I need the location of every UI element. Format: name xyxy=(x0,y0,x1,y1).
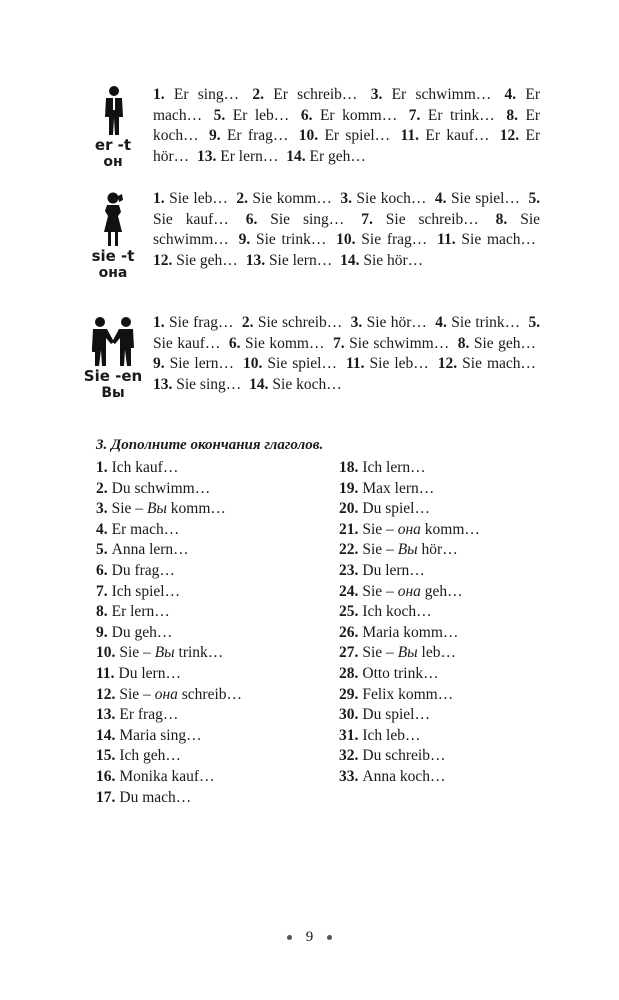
exercise-item xyxy=(435,190,520,207)
exercise-item xyxy=(346,355,429,372)
item-text: Du lern… xyxy=(118,664,181,682)
exercise-3-item xyxy=(96,788,242,809)
item-number: 7. xyxy=(96,582,108,600)
item-number: 6. xyxy=(96,561,108,579)
exercise-3-item xyxy=(339,520,480,541)
item-number: 10. xyxy=(336,231,356,249)
exercise-item xyxy=(229,335,325,352)
item-number: 9. xyxy=(96,623,108,641)
exercise-3-item xyxy=(339,458,480,479)
item-number: 11. xyxy=(96,664,115,682)
exercise-item xyxy=(299,127,390,144)
item-text: Er sing… xyxy=(173,86,240,103)
item-number: 21. xyxy=(339,520,359,538)
pronoun-panel-er xyxy=(80,85,146,170)
exercise-item xyxy=(153,190,228,207)
exercise-item xyxy=(236,190,332,207)
exercise-item xyxy=(197,148,278,165)
item-text: Sie koch… xyxy=(272,375,342,393)
item-text-end: komm… xyxy=(166,500,226,518)
item-text: Sie trink… xyxy=(451,314,521,331)
exercise-item xyxy=(153,376,241,393)
item-number: 14. xyxy=(340,251,360,269)
item-number: 13. xyxy=(96,706,116,724)
item-number: 2. xyxy=(236,190,248,207)
item-text: Sie leb… xyxy=(369,355,429,373)
item-number: 5. xyxy=(213,106,226,124)
item-number: 8. xyxy=(96,603,108,621)
item-text: Er frag… xyxy=(226,127,289,145)
item-text: Sie kauf… xyxy=(153,210,229,228)
exercise-3-item xyxy=(96,499,242,520)
item-number: 9. xyxy=(238,231,251,249)
exercise-3-item xyxy=(339,664,480,685)
exercise-item xyxy=(153,252,238,269)
item-number: 26. xyxy=(339,623,359,641)
exercise-item xyxy=(153,86,239,103)
item-number: 1. xyxy=(96,459,108,476)
item-number: 5. xyxy=(528,190,541,207)
item-text: Er schreib… xyxy=(273,86,358,103)
bullet-dot-left xyxy=(287,935,292,940)
item-number: 20. xyxy=(339,500,359,518)
item-number: 16. xyxy=(96,767,116,785)
item-text: Er lern… xyxy=(220,147,279,165)
exercise-item xyxy=(340,252,423,269)
item-text: Anna lern… xyxy=(111,541,189,559)
exercise-3-item xyxy=(339,602,480,623)
item-number: 11. xyxy=(345,355,365,373)
item-number: 1. xyxy=(153,314,165,331)
exercise-item xyxy=(438,355,536,372)
item-number: 28. xyxy=(339,664,359,682)
item-text: Du spiel… xyxy=(362,500,430,518)
item-text: Du mach… xyxy=(119,788,192,806)
exercise-item xyxy=(333,335,449,352)
pronoun-label: er -t xyxy=(94,136,132,154)
exercise-item xyxy=(340,190,426,207)
item-text: Sie kauf… xyxy=(153,334,221,352)
exercise-3-item xyxy=(339,746,480,767)
exercise-3-left-column xyxy=(96,458,242,808)
item-text: Otto trink… xyxy=(362,664,439,682)
item-text-end: trink… xyxy=(174,644,224,662)
item-text: Ich lern… xyxy=(362,459,426,476)
exercise-item xyxy=(209,127,288,144)
item-text: Du schreib… xyxy=(362,747,446,765)
exercise-3-item xyxy=(96,685,242,706)
item-text: Er spiel… xyxy=(324,127,391,145)
exercise-3-item xyxy=(96,664,242,685)
item-text: Ich kauf… xyxy=(111,459,179,476)
exercise-3-item xyxy=(96,746,242,767)
pronoun-translation: она xyxy=(98,265,128,281)
exercise-item xyxy=(286,148,366,165)
item-text-end: komm… xyxy=(420,520,480,538)
item-text: Sie schwimm… xyxy=(153,210,541,249)
item-number: 10. xyxy=(298,127,319,145)
item-text: Er schwimm… xyxy=(391,86,492,103)
item-number: 6. xyxy=(245,210,258,228)
exercise-item xyxy=(437,231,536,248)
item-number: 3. xyxy=(350,314,363,331)
item-number: 22. xyxy=(339,541,359,559)
italic-pronoun: Вы xyxy=(397,541,418,559)
italic-pronoun: Вы xyxy=(146,500,167,518)
item-text-end: leb… xyxy=(417,644,456,662)
exercise-item xyxy=(242,314,342,331)
pronoun-panel-sie-formal xyxy=(80,316,146,401)
item-number: 17. xyxy=(96,788,116,806)
exercise-item xyxy=(153,355,234,372)
exercise-item xyxy=(401,127,490,144)
item-text: Sie spiel… xyxy=(450,190,520,207)
item-text: Sie mach… xyxy=(462,355,537,373)
item-number: 9. xyxy=(153,355,165,373)
item-number: 8. xyxy=(495,210,508,228)
item-text: Sie koch… xyxy=(356,190,427,207)
item-text: Er frag… xyxy=(119,706,179,724)
item-text: Ich leb… xyxy=(362,726,421,744)
item-text: Er lern… xyxy=(111,603,170,621)
exercise-3-item xyxy=(96,520,242,541)
item-text: Sie – xyxy=(119,685,155,703)
item-number: 19. xyxy=(339,479,359,497)
item-number: 3. xyxy=(370,86,383,103)
item-text: Sie – xyxy=(362,582,398,600)
item-text: Sie leb… xyxy=(169,190,228,207)
exercise-3-item xyxy=(96,767,242,788)
exercise-3-item xyxy=(339,540,480,561)
item-number: 30. xyxy=(339,706,359,724)
pronoun-panel-sie-she xyxy=(80,192,146,281)
exercise-item xyxy=(243,355,337,372)
exercise-3-item xyxy=(96,705,242,726)
item-number: 14. xyxy=(96,726,116,744)
item-text: Sie trink… xyxy=(255,231,327,249)
item-text: Er mach… xyxy=(111,520,180,538)
item-text: Du schwimm… xyxy=(111,479,211,497)
item-text: Monika kauf… xyxy=(119,767,215,785)
exercise-item xyxy=(246,252,333,269)
item-text: Felix komm… xyxy=(362,685,454,703)
exercise-3-item xyxy=(339,623,480,644)
item-text: Sie spiel… xyxy=(267,355,337,373)
item-text: Er geh… xyxy=(309,147,366,165)
item-text: Er hör… xyxy=(153,127,541,165)
item-number: 4. xyxy=(434,190,447,207)
exercise-item xyxy=(458,335,536,352)
item-text: Sie sing… xyxy=(270,210,345,228)
exercise-text xyxy=(153,85,540,167)
item-number: 1. xyxy=(153,190,165,207)
item-text: Er koch… xyxy=(153,106,541,145)
item-number: 7. xyxy=(332,334,345,352)
item-number: 12. xyxy=(153,251,173,269)
item-text: Maria sing… xyxy=(119,726,202,744)
item-number: 13. xyxy=(197,147,217,165)
exercise-3-item xyxy=(339,499,480,520)
item-number: 8. xyxy=(457,334,470,352)
exercise-3-item xyxy=(339,561,480,582)
pronoun-label: sie -t xyxy=(91,247,135,265)
item-text: Sie sing… xyxy=(176,375,242,393)
item-text: Sie mach… xyxy=(461,231,537,249)
item-number: 6. xyxy=(300,106,313,124)
item-text: Sie geh… xyxy=(176,251,238,269)
item-text: Sie frag… xyxy=(168,314,234,331)
item-number: 1. xyxy=(153,86,165,103)
item-number: 11. xyxy=(400,127,420,145)
item-number: 9. xyxy=(208,127,221,145)
page-footer xyxy=(0,929,619,946)
item-text: Er kauf… xyxy=(425,127,490,145)
item-number: 5. xyxy=(96,541,108,559)
item-number: 29. xyxy=(339,685,359,703)
item-text: Max lern… xyxy=(362,479,435,497)
exercise-3-item xyxy=(96,479,242,500)
exercise-3-item xyxy=(339,705,480,726)
item-text: Sie lern… xyxy=(169,355,235,373)
italic-pronoun: Вы xyxy=(154,644,175,662)
exercise-item xyxy=(214,107,290,124)
exercise-item xyxy=(246,211,345,228)
item-text: Sie schreib… xyxy=(257,314,343,331)
page-number: 9 xyxy=(305,929,314,945)
exercise-3-item xyxy=(339,767,480,788)
item-number: 2. xyxy=(96,479,108,497)
exercise-item xyxy=(435,314,520,331)
item-text: Sie komm… xyxy=(245,334,325,352)
exercise-item xyxy=(361,211,479,228)
exercise-3-item xyxy=(96,582,242,603)
item-text: Er mach… xyxy=(153,86,541,124)
item-number: 4. xyxy=(96,520,108,538)
exercise-3-item xyxy=(339,479,480,500)
item-number: 15. xyxy=(96,747,116,765)
italic-pronoun: Вы xyxy=(397,644,418,662)
exercise-item xyxy=(409,107,495,124)
item-text: Sie frag… xyxy=(361,231,428,249)
item-text: Sie hör… xyxy=(366,314,427,331)
pronoun-label: Sie -en xyxy=(83,367,143,385)
italic-pronoun: она xyxy=(397,520,421,538)
item-text: Sie – xyxy=(111,500,147,518)
handshake-icon xyxy=(90,316,136,368)
exercise-text xyxy=(153,313,540,395)
item-text: Sie geh… xyxy=(473,334,537,352)
exercise-3-item xyxy=(339,643,480,664)
item-number: 12. xyxy=(437,355,458,373)
item-number: 7. xyxy=(408,106,421,124)
item-number: 25. xyxy=(339,603,359,621)
exercise-3-item xyxy=(339,582,480,603)
item-number: 12. xyxy=(499,127,520,145)
exercise-item xyxy=(351,314,427,331)
exercise-3-item xyxy=(96,458,242,479)
exercise-3-item xyxy=(96,540,242,561)
item-number: 13. xyxy=(245,251,266,269)
italic-pronoun: она xyxy=(397,582,421,600)
bullet-dot-right xyxy=(327,935,332,940)
exercise-item xyxy=(336,231,427,248)
item-number: 12. xyxy=(96,685,116,703)
item-text: Er komm… xyxy=(319,106,398,124)
exercise-3-item xyxy=(339,685,480,706)
item-text: Sie – xyxy=(119,644,155,662)
item-number: 4. xyxy=(435,314,447,331)
item-text: Maria komm… xyxy=(362,623,459,641)
item-number: 18. xyxy=(339,459,359,476)
exercise-item xyxy=(252,86,357,103)
exercise-item xyxy=(371,86,492,103)
item-number: 10. xyxy=(243,355,263,373)
exercise-item xyxy=(249,376,342,393)
item-text: Sie lern… xyxy=(268,251,333,269)
italic-pronoun: она xyxy=(154,685,178,703)
exercise-3-item xyxy=(339,726,480,747)
exercise-3-item xyxy=(96,623,242,644)
item-text-end: hör… xyxy=(417,541,458,559)
item-number: 2. xyxy=(241,314,254,331)
item-number: 10. xyxy=(96,644,116,662)
item-text-end: geh… xyxy=(420,582,463,600)
item-number: 6. xyxy=(228,334,241,352)
item-text: Du lern… xyxy=(362,561,425,579)
item-number: 33. xyxy=(339,767,359,785)
item-text: Sie komm… xyxy=(252,190,332,207)
conjugation-block-sie-she xyxy=(80,189,540,299)
item-text: Du frag… xyxy=(111,561,175,579)
item-number: 24. xyxy=(339,582,359,600)
exercise-item xyxy=(239,231,327,248)
item-text: Sie – xyxy=(362,541,398,559)
item-number: 14. xyxy=(249,375,269,393)
item-number: 14. xyxy=(286,147,306,165)
item-number: 13. xyxy=(153,375,173,393)
item-text: Sie schwimm… xyxy=(349,334,450,352)
item-number: 8. xyxy=(506,106,518,124)
item-number: 3. xyxy=(96,500,108,518)
item-number: 27. xyxy=(339,644,359,662)
item-text: Er leb… xyxy=(232,106,290,124)
item-number: 32. xyxy=(339,747,359,765)
exercise-item xyxy=(153,314,234,331)
exercise-text xyxy=(153,189,540,271)
conjugation-block-er xyxy=(80,85,540,185)
exercise-3-item xyxy=(96,602,242,623)
item-text: Sie schreib… xyxy=(385,210,479,228)
pronoun-translation: Вы xyxy=(101,385,125,401)
item-text: Du geh… xyxy=(111,623,173,641)
exercise-3-item xyxy=(96,643,242,664)
item-number: 4. xyxy=(504,86,517,103)
item-text: Du spiel… xyxy=(362,706,430,724)
item-text: Ich spiel… xyxy=(111,582,181,600)
item-text: Sie – xyxy=(362,644,398,662)
item-text: Sie – xyxy=(362,520,398,538)
item-text-end: schreib… xyxy=(177,685,243,703)
exercise-3-right-column xyxy=(339,458,480,788)
item-number: 3. xyxy=(340,190,352,207)
exercise-3-item xyxy=(96,726,242,747)
conjugation-block-sie-formal xyxy=(80,313,540,425)
pronoun-translation: он xyxy=(103,154,123,170)
item-text: Anna koch… xyxy=(362,767,446,785)
exercise-item xyxy=(301,107,397,124)
item-text: Ich geh… xyxy=(119,747,181,765)
item-number: 7. xyxy=(361,210,373,228)
item-number: 31. xyxy=(339,726,359,744)
exercise-3-title: 3. Дополните окончания глаголов. xyxy=(96,437,324,453)
item-text: Er trink… xyxy=(427,106,495,124)
item-number: 23. xyxy=(339,561,359,579)
exercise-3-item xyxy=(96,561,242,582)
item-text: Ich koch… xyxy=(362,603,432,621)
woman-on-phone-icon xyxy=(96,192,130,248)
item-number: 11. xyxy=(437,231,456,249)
item-text: Sie hör… xyxy=(363,251,424,269)
item-number: 5. xyxy=(528,314,541,331)
item-number: 2. xyxy=(252,86,265,103)
man-icon xyxy=(96,85,130,137)
